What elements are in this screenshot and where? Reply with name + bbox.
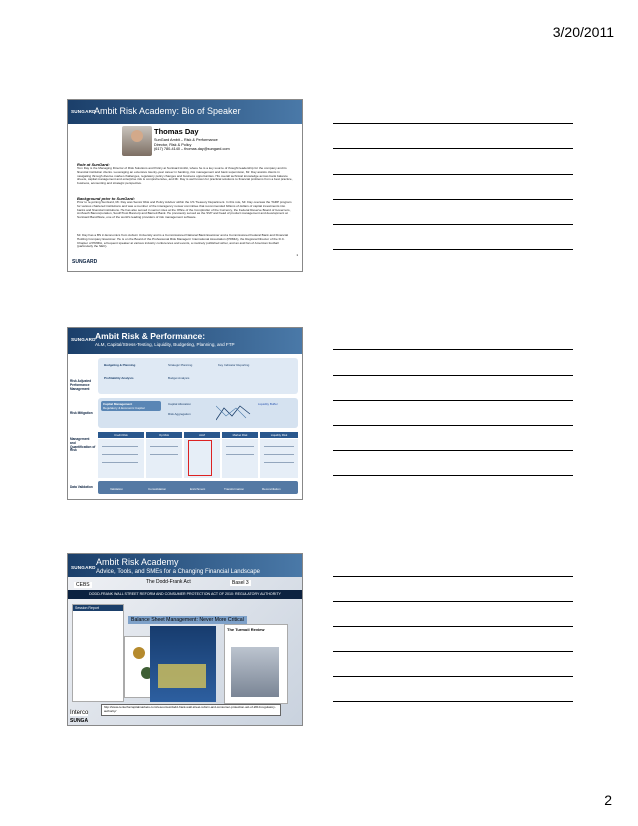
column-header: Market Risk bbox=[222, 432, 258, 438]
education-text: Mr. Day has a BS in Economics from Auburn University and is a Commissioned National Bank Examiner and a Commissioned Federal Bank and Financial Holding Company Examiner. He is on the Board of the Professional Risk Managers' International Association (PRMIA), the Regional Director of the D.C. Chapter of PRMIA, a frequent speaker at various industry conferences and events, a routinely published writer, and an avid fan of American football (particularly the SEC). bbox=[77, 233, 288, 249]
note-line bbox=[333, 375, 573, 376]
column-body bbox=[260, 439, 298, 478]
contact-line: (617) 780-4140 – thomas.day@sungard.com bbox=[154, 147, 230, 152]
text-line bbox=[264, 462, 294, 463]
text-line bbox=[264, 446, 294, 447]
text-line bbox=[150, 446, 178, 447]
note-line bbox=[333, 576, 573, 577]
note-line bbox=[333, 676, 573, 677]
text-line bbox=[264, 454, 294, 455]
alm-highlight bbox=[188, 440, 212, 476]
mitigation-row bbox=[98, 398, 298, 428]
item-label: Profitability Analysis bbox=[104, 376, 134, 380]
contact-line: SunGard Ambit – Risk & Performance bbox=[154, 138, 218, 142]
note-line bbox=[333, 174, 573, 175]
slide-title: Ambit Risk Academy: Bio of Speaker bbox=[94, 106, 241, 116]
item-label: Capital Management bbox=[103, 402, 133, 406]
item-label: Consolidation bbox=[148, 487, 167, 491]
note-line bbox=[333, 701, 573, 702]
note-line bbox=[333, 224, 573, 225]
interco-label: Interco bbox=[70, 710, 89, 716]
data-validation-bar bbox=[98, 481, 298, 494]
slide-number: 1 bbox=[296, 253, 298, 257]
slide-header bbox=[68, 328, 302, 354]
row-label: Risk Mitigation bbox=[70, 411, 93, 415]
notes-lines-2 bbox=[333, 327, 573, 476]
column-header: Op Risk bbox=[146, 432, 182, 438]
sungard-logo: SUNGARD bbox=[71, 109, 96, 114]
slide-title: Ambit Risk Academy bbox=[96, 557, 179, 567]
turmoil-review-doc bbox=[224, 624, 288, 704]
note-line bbox=[333, 400, 573, 401]
item-label: Budgeting & Planning bbox=[104, 363, 136, 367]
note-line bbox=[333, 249, 573, 250]
risk-columns bbox=[98, 432, 298, 478]
text-line bbox=[150, 454, 178, 455]
architecture-diagram bbox=[98, 356, 298, 494]
background-text: Prior to re-joining SunGard, Mr. Day was Senior Risk and Policy Advisor within the US Treasury Department. In this role, Mr. Day oversaw the TARP program for various chartered institutions and was a member of the interagency review committee that recommended billions of dollars of capital investments into banks and financial institutions. He has also served in senior roles at the Office of the Comptroller of the Currency, the Federal Reserve Board of Governors, AmSouth Bancorporation, SouthTrust Bancorp and Barnett Bank. He previously served as the SVP and head of product management and development at SunGard BancWare, one of the world's leading providers of risk management software. bbox=[77, 200, 292, 220]
column-header: Credit Risk bbox=[98, 432, 144, 438]
text-line bbox=[226, 454, 254, 455]
note-line bbox=[333, 475, 573, 476]
slide-header bbox=[68, 100, 302, 124]
note-line bbox=[333, 450, 573, 451]
item-label: Risk Aggregation bbox=[168, 412, 191, 416]
item-label: Enrichment bbox=[190, 487, 206, 491]
column-header: Liquidity Risk bbox=[260, 432, 298, 438]
cebs-label: CEBS bbox=[76, 582, 90, 588]
note-line bbox=[333, 626, 573, 627]
basel-label: Basel 3 bbox=[232, 580, 249, 586]
print-date: 3/20/2011 bbox=[552, 24, 614, 40]
seal-icon bbox=[133, 647, 145, 659]
building-image bbox=[231, 647, 279, 697]
column-body bbox=[98, 439, 144, 478]
notes-lines-3 bbox=[333, 553, 573, 702]
role-heading: Role at SunGard: bbox=[77, 162, 110, 167]
mini-chart-icon bbox=[216, 402, 252, 422]
slide-bio bbox=[67, 99, 303, 272]
dodd-frank-label: The Dodd-Frank Act bbox=[146, 579, 191, 585]
item-label: Strategic Planning bbox=[168, 363, 193, 367]
note-line bbox=[333, 651, 573, 652]
notes-lines-1 bbox=[333, 99, 573, 250]
column-body bbox=[146, 439, 182, 478]
item-label: Key Indicator Reporting bbox=[218, 363, 250, 367]
speaker-photo bbox=[122, 126, 152, 156]
slide-risk-performance bbox=[67, 327, 303, 500]
row-label: Management and Quantification of Risk bbox=[70, 437, 96, 453]
performance-row bbox=[98, 358, 298, 394]
capital-box bbox=[101, 401, 161, 411]
note-line bbox=[333, 601, 573, 602]
text-line bbox=[102, 462, 138, 463]
dodd-frank-banner: DODD-FRANK WALL STREET REFORM AND CONSUMER PROTECTION ACT OF 2010: REGULATORY AUTHORITY bbox=[68, 590, 302, 599]
role-text: Tom Day is the Managing Director of Risk Solutions and Policy at SunGard Ambit, where he is a key source of thought leadership for the company and its financial institution clients. Leveraging an extensive twenty-year career in banking, risk management and bank supervision, Mr. Day assists clients in navigating through diverse market challenges, regulatory policy changes and business opportunities. His overall technical knowledge across bank balance sheets, capital management and enterprise risk is comprehensive, and Mr. Day is well known for practical solutions to financial problems from a best practice, business, accounting and strategic perspective. bbox=[77, 166, 293, 186]
row-label: Data Validation bbox=[70, 485, 93, 489]
session-report-doc bbox=[72, 604, 124, 702]
contact-line: Director, Risk & Policy bbox=[154, 142, 192, 147]
text-line bbox=[102, 454, 138, 455]
item-label: Budget Analysis bbox=[168, 376, 190, 380]
note-line bbox=[333, 199, 573, 200]
background-heading: Background prior to SunGard: bbox=[77, 196, 135, 201]
note-line bbox=[333, 349, 573, 350]
column-header: ALM bbox=[184, 432, 220, 438]
cover-graphic bbox=[158, 664, 206, 688]
sungard-logo: SUNGARD bbox=[71, 565, 96, 570]
note-line bbox=[333, 148, 573, 149]
item-label: Regulatory & Economic Capital bbox=[103, 406, 145, 410]
item-label: Transformation bbox=[224, 487, 245, 491]
source-url[interactable]: http://www.centerforcapitalmarkets.com/resources/dodd-frank-wall-street-reform-and-consumer-protection-act-of-2010-regulatory-authority/ bbox=[101, 704, 281, 716]
page-number: 2 bbox=[604, 792, 612, 808]
speaker-name: Thomas Day bbox=[154, 127, 199, 136]
item-label: Capital Allocation bbox=[168, 402, 192, 406]
slide-title: Ambit Risk & Performance: bbox=[95, 331, 206, 341]
note-line bbox=[333, 123, 573, 124]
sunga-label: SUNGA bbox=[70, 718, 89, 724]
text-line bbox=[226, 446, 254, 447]
slide-subtitle: Advice, Tools, and SMEs for a Changing Financial Landscape bbox=[96, 569, 260, 575]
column-body bbox=[222, 439, 258, 478]
session-report-title: Session Report bbox=[73, 605, 123, 611]
slide-risk-academy bbox=[67, 553, 303, 726]
speaker-contact bbox=[154, 138, 230, 152]
slide-header bbox=[68, 554, 302, 577]
item-label: Validation bbox=[110, 487, 123, 491]
item-label: Reconciliation bbox=[262, 487, 281, 491]
item-label: Liquidity Buffer bbox=[258, 402, 278, 406]
turmoil-title: The Turmoil Review bbox=[227, 627, 265, 632]
slide-subtitle: ALM, Capital/Stress-Testing, Liquidity, Budgeting, Planning, and FTP bbox=[95, 342, 235, 347]
note-line bbox=[333, 425, 573, 426]
footer-logo: SUNGARD bbox=[72, 259, 98, 265]
bsm-title: Balance Sheet Management: Never More Critical bbox=[128, 616, 247, 624]
bsm-report-cover bbox=[150, 626, 216, 702]
row-label: Risk Adjusted Performance Management bbox=[70, 379, 92, 391]
sungard-logo: SUNGARD bbox=[71, 337, 96, 342]
text-line bbox=[102, 446, 138, 447]
